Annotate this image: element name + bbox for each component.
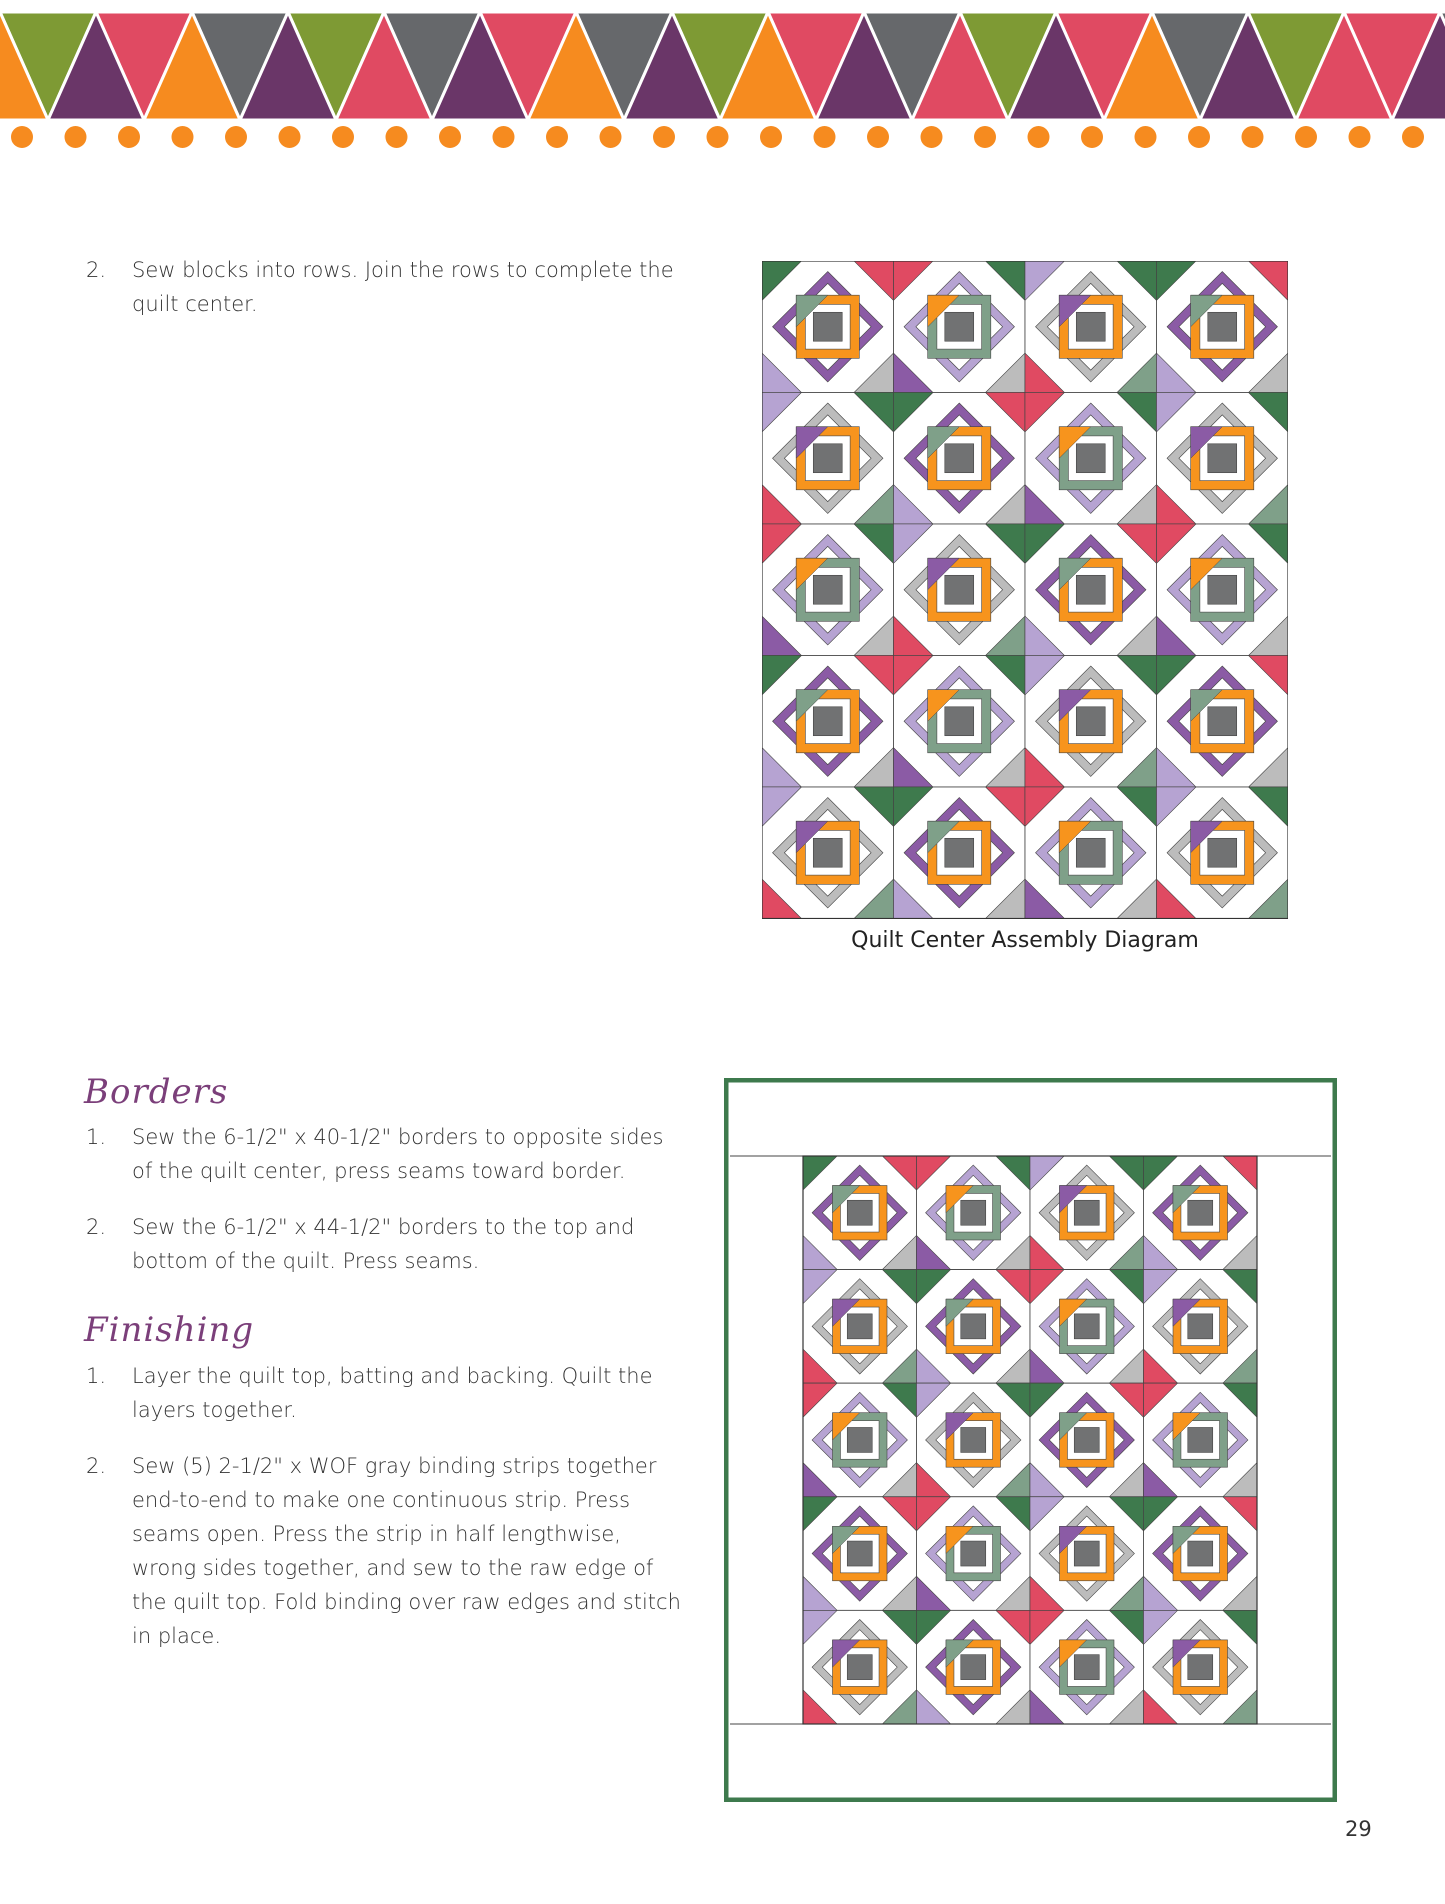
banner-dot (118, 126, 140, 148)
quilt-block (762, 656, 894, 788)
banner-dot (1402, 126, 1424, 148)
quilt-block (894, 656, 1026, 788)
quilt-block (894, 393, 1026, 525)
quilt-block (1025, 524, 1157, 656)
quilt-block (894, 524, 1026, 656)
quilt-block (762, 787, 894, 919)
borders-step-1 (86, 1120, 686, 1190)
quilt-block (1025, 787, 1157, 919)
step-number: 2. (86, 1215, 107, 1239)
quilt-block (1157, 787, 1289, 919)
quilt-block (1157, 656, 1289, 788)
step-line: Sew the 6-1/2" x 44-1/2" borders to the top and (132, 1215, 635, 1239)
quilt-block (917, 1156, 1031, 1270)
step-line: in place. (132, 1624, 221, 1648)
step-line: Sew blocks into rows. Join the rows to complete the (132, 258, 674, 282)
step-number: 2. (86, 258, 107, 282)
quilt-block (1157, 393, 1289, 525)
decorative-banner (0, 0, 1445, 160)
banner-dot (1295, 126, 1317, 148)
quilt-block (803, 1383, 917, 1497)
banner-dot (1349, 126, 1371, 148)
step-sew-rows (86, 253, 686, 323)
borders-step-2 (86, 1210, 686, 1280)
banner-dot (1242, 126, 1264, 148)
quilt-block (803, 1610, 917, 1724)
quilt-center-assembly-diagram (762, 261, 1288, 919)
banner-dot (279, 126, 301, 148)
finishing-step-1 (86, 1359, 686, 1429)
step-number: 2. (86, 1454, 107, 1478)
banner-dot (172, 126, 194, 148)
quilt-block (917, 1610, 1031, 1724)
banner-dot (11, 126, 33, 148)
page-number: 29 (1345, 1817, 1372, 1841)
quilt-block (1157, 524, 1289, 656)
step-line: Layer the quilt top, batting and backing. Quilt the (132, 1364, 653, 1388)
banner-dot (386, 126, 408, 148)
banner-dot (1081, 126, 1103, 148)
step-line: quilt center. (132, 292, 258, 316)
quilt-block (762, 393, 894, 525)
step-line: the quilt top. Fold binding over raw edges and stitch (132, 1590, 681, 1614)
quilt-block (1025, 393, 1157, 525)
step-number: 1. (86, 1125, 107, 1149)
finishing-heading: Finishing (84, 1310, 255, 1350)
banner-dot (867, 126, 889, 148)
step-line: end-to-end to make one continuous strip. Press (132, 1488, 631, 1512)
banner-dot (225, 126, 247, 148)
banner-dot (974, 126, 996, 148)
quilt-block (1144, 1383, 1258, 1497)
quilt-block (1030, 1383, 1144, 1497)
step-line: layers together. (132, 1398, 297, 1422)
quilt-block (894, 261, 1026, 393)
banner-dot (332, 126, 354, 148)
quilt-block (1144, 1270, 1258, 1384)
banner-dot (707, 126, 729, 148)
quilt-block (1030, 1610, 1144, 1724)
quilt-block (1144, 1497, 1258, 1611)
banner-dot (1188, 126, 1210, 148)
quilt-block (1144, 1156, 1258, 1270)
banner-dot (493, 126, 515, 148)
banner-dot (600, 126, 622, 148)
step-line: Sew (5) 2-1/2" x WOF gray binding strips together (132, 1454, 657, 1478)
quilt-block (1030, 1270, 1144, 1384)
banner-dot (921, 126, 943, 148)
quilt-block (1157, 261, 1289, 393)
quilt-block (803, 1156, 917, 1270)
quilt-with-borders-diagram (724, 1078, 1337, 1802)
quilt-block (803, 1270, 917, 1384)
banner-dot (1028, 126, 1050, 148)
borders-heading: Borders (84, 1072, 229, 1112)
quilt-block (917, 1497, 1031, 1611)
quilt-block (762, 524, 894, 656)
step-line: bottom of the quilt. Press seams. (132, 1249, 480, 1273)
banner-dot (439, 126, 461, 148)
banner-dot (65, 126, 87, 148)
step-line: seams open. Press the strip in half lengthwise, (132, 1522, 621, 1546)
quilt-block (1025, 261, 1157, 393)
quilt-block (917, 1383, 1031, 1497)
quilt-block (894, 787, 1026, 919)
banner-dot (546, 126, 568, 148)
diagram-caption: Quilt Center Assembly Diagram (851, 928, 1199, 953)
banner-dot (814, 126, 836, 148)
quilt-block (1025, 656, 1157, 788)
quilt-block (1030, 1497, 1144, 1611)
banner-dot (1135, 126, 1157, 148)
finishing-step-2 (86, 1449, 686, 1659)
step-number: 1. (86, 1364, 107, 1388)
banner-dot (760, 126, 782, 148)
quilt-block (1030, 1156, 1144, 1270)
step-line: wrong sides together, and sew to the raw edge of (132, 1556, 654, 1580)
quilt-block (1144, 1610, 1258, 1724)
quilt-block (803, 1497, 917, 1611)
step-line: of the quilt center, press seams toward border. (132, 1159, 626, 1183)
step-line: Sew the 6-1/2" x 40-1/2" borders to opposite sides (132, 1125, 664, 1149)
quilt-block (762, 261, 894, 393)
banner-dot (653, 126, 675, 148)
quilt-block (917, 1270, 1031, 1384)
